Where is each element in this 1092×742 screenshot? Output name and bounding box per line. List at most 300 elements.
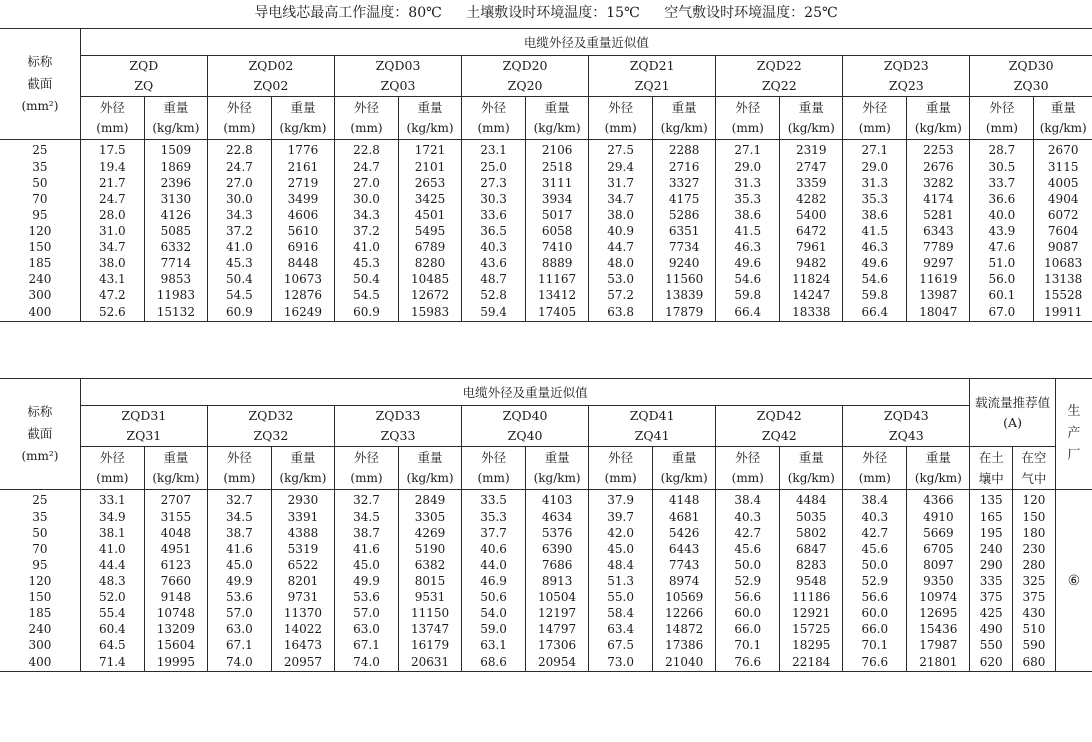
- value-cell: 63.0: [207, 621, 271, 637]
- value-cell: 18338: [780, 303, 843, 322]
- value-cell: 66.0: [716, 621, 780, 637]
- value-cell: 45.3: [334, 255, 398, 271]
- table-row: [0, 271, 1092, 287]
- value-cell: 7604: [1034, 223, 1092, 239]
- value-cell: 38.7: [207, 525, 271, 541]
- value-cell: 15604: [144, 637, 207, 653]
- value-cell: 66.4: [716, 303, 780, 322]
- value-cell: 34.5: [334, 509, 398, 525]
- value-cell: 33.5: [462, 490, 526, 510]
- value-cell: 38.4: [843, 490, 907, 510]
- value-cell: 3425: [399, 191, 462, 207]
- value-cell: 1509: [144, 140, 207, 160]
- value-cell: 76.6: [843, 653, 907, 672]
- value-cell: 3327: [653, 175, 716, 191]
- value-cell: 7686: [526, 557, 589, 573]
- value-cell: 5085: [144, 223, 207, 239]
- model-code-alt: ZQ30: [1013, 78, 1049, 93]
- cross-section-cell: 185: [0, 605, 80, 621]
- value-cell: 45.6: [716, 541, 780, 557]
- value-cell: 54.6: [843, 271, 907, 287]
- value-cell: 56.6: [843, 589, 907, 605]
- value-cell: 27.3: [462, 175, 526, 191]
- value-cell: 4126: [144, 207, 207, 223]
- model-code-alt: ZQ22: [761, 78, 797, 93]
- value-cell: 2849: [399, 490, 462, 510]
- model-code: ZQD02: [248, 58, 294, 73]
- value-cell: 34.7: [80, 239, 144, 255]
- value-cell: 9148: [144, 589, 207, 605]
- value-cell: 1869: [144, 159, 207, 175]
- value-cell: 28.7: [970, 140, 1034, 160]
- value-cell: 43.6: [462, 255, 526, 271]
- value-cell: 2288: [653, 140, 716, 160]
- value-cell: 165: [970, 509, 1013, 525]
- cross-section-cell: 70: [0, 191, 80, 207]
- table-body: [0, 490, 1092, 672]
- section-header: 标称 截面 (mm²): [0, 379, 80, 490]
- value-cell: 4174: [907, 191, 970, 207]
- value-cell: 8974: [653, 573, 716, 589]
- value-cell: 680: [1013, 653, 1056, 672]
- value-cell: 41.0: [80, 541, 144, 557]
- model-group-header: [716, 406, 843, 447]
- value-cell: 2670: [1034, 140, 1092, 160]
- value-cell: 41.0: [334, 239, 398, 255]
- value-cell: 4904: [1034, 191, 1092, 207]
- outer-diameter-header: 外径 (mm): [462, 97, 526, 140]
- table-row: [0, 589, 1092, 605]
- model-code-alt: ZQ21: [634, 78, 670, 93]
- value-cell: 6351: [653, 223, 716, 239]
- value-cell: 52.9: [716, 573, 780, 589]
- value-cell: 34.5: [207, 509, 271, 525]
- model-code: ZQD33: [375, 408, 421, 423]
- value-cell: 14247: [780, 287, 843, 303]
- value-cell: 66.4: [843, 303, 907, 322]
- table-row: [0, 175, 1092, 191]
- table-row: [0, 605, 1092, 621]
- table-row: [0, 287, 1092, 303]
- value-cell: 37.7: [462, 525, 526, 541]
- value-cell: 29.0: [843, 159, 907, 175]
- value-cell: 2396: [144, 175, 207, 191]
- value-cell: 5610: [271, 223, 334, 239]
- table-row: [0, 490, 1092, 510]
- value-cell: 17405: [526, 303, 589, 322]
- soil-temp-note: 土壤敷设时环境温度：15℃: [466, 5, 640, 21]
- value-cell: 8889: [526, 255, 589, 271]
- cross-section-cell: 50: [0, 525, 80, 541]
- value-cell: 3130: [144, 191, 207, 207]
- value-cell: 45.0: [334, 557, 398, 573]
- value-cell: 5400: [780, 207, 843, 223]
- model-code: ZQD40: [502, 408, 548, 423]
- value-cell: 40.9: [589, 223, 653, 239]
- value-cell: 5190: [399, 541, 462, 557]
- value-cell: 11619: [907, 271, 970, 287]
- value-cell: 55.0: [589, 589, 653, 605]
- model-group-header: [334, 406, 461, 447]
- manufacturer-mark: ⑥: [1055, 490, 1092, 672]
- weight-header: 重量 (kg/km): [144, 447, 207, 490]
- model-code-alt: ZQ43: [888, 428, 924, 443]
- value-cell: 4148: [653, 490, 716, 510]
- value-cell: 2101: [399, 159, 462, 175]
- table-row: [0, 653, 1092, 672]
- model-code: ZQD20: [502, 58, 548, 73]
- value-cell: 53.0: [589, 271, 653, 287]
- value-cell: 38.6: [843, 207, 907, 223]
- cross-section-cell: 150: [0, 589, 80, 605]
- value-cell: 36.5: [462, 223, 526, 239]
- value-cell: 51.3: [589, 573, 653, 589]
- value-cell: 4048: [144, 525, 207, 541]
- value-cell: 2319: [780, 140, 843, 160]
- value-cell: 12266: [653, 605, 716, 621]
- value-cell: 52.9: [843, 573, 907, 589]
- model-code-alt: ZQ32: [253, 428, 289, 443]
- model-group-header: [462, 406, 589, 447]
- value-cell: 56.6: [716, 589, 780, 605]
- value-cell: 510: [1013, 621, 1056, 637]
- value-cell: 4951: [144, 541, 207, 557]
- weight-header: 重量 (kg/km): [907, 447, 970, 490]
- value-cell: 15725: [780, 621, 843, 637]
- outer-diameter-header: 外径 (mm): [716, 97, 780, 140]
- table-row: [0, 509, 1092, 525]
- value-cell: 63.8: [589, 303, 653, 322]
- value-cell: 50.4: [207, 271, 271, 287]
- value-cell: 3111: [526, 175, 589, 191]
- value-cell: 27.0: [207, 175, 271, 191]
- weight-header: 重量 (kg/km): [526, 97, 589, 140]
- value-cell: 23.1: [462, 140, 526, 160]
- value-cell: 32.7: [207, 490, 271, 510]
- value-cell: 46.3: [716, 239, 780, 255]
- value-cell: 40.0: [970, 207, 1034, 223]
- value-cell: 27.5: [589, 140, 653, 160]
- value-cell: 49.9: [334, 573, 398, 589]
- value-cell: 50.0: [843, 557, 907, 573]
- value-cell: 3155: [144, 509, 207, 525]
- value-cell: 38.1: [80, 525, 144, 541]
- value-cell: 53.6: [207, 589, 271, 605]
- value-cell: 17987: [907, 637, 970, 653]
- value-cell: 3282: [907, 175, 970, 191]
- cross-section-cell: 400: [0, 653, 80, 672]
- value-cell: 25.0: [462, 159, 526, 175]
- table-row: [0, 159, 1092, 175]
- value-cell: 375: [970, 589, 1013, 605]
- value-cell: 11983: [144, 287, 207, 303]
- weight-header: 重量 (kg/km): [271, 97, 334, 140]
- model-group-header: [970, 56, 1092, 97]
- cross-section-cell: 35: [0, 159, 80, 175]
- value-cell: 70.1: [843, 637, 907, 653]
- value-cell: 46.3: [843, 239, 907, 255]
- value-cell: 19911: [1034, 303, 1092, 322]
- value-cell: 68.6: [462, 653, 526, 672]
- value-cell: 10974: [907, 589, 970, 605]
- table-row: [0, 255, 1092, 271]
- model-code: ZQD23: [883, 58, 929, 73]
- value-cell: 34.3: [207, 207, 271, 223]
- value-cell: 67.1: [334, 637, 398, 653]
- value-cell: 12695: [907, 605, 970, 621]
- value-cell: 12672: [399, 287, 462, 303]
- value-cell: 2518: [526, 159, 589, 175]
- value-cell: 7714: [144, 255, 207, 271]
- value-cell: 180: [1013, 525, 1056, 541]
- value-cell: 59.8: [716, 287, 780, 303]
- value-cell: 48.4: [589, 557, 653, 573]
- value-cell: 13987: [907, 287, 970, 303]
- value-cell: 34.3: [334, 207, 398, 223]
- table-row: [0, 239, 1092, 255]
- value-cell: 53.6: [334, 589, 398, 605]
- outer-diameter-header: 外径 (mm): [80, 447, 144, 490]
- value-cell: 280: [1013, 557, 1056, 573]
- value-cell: 55.4: [80, 605, 144, 621]
- value-cell: 7961: [780, 239, 843, 255]
- value-cell: 14797: [526, 621, 589, 637]
- value-cell: 17306: [526, 637, 589, 653]
- model-group-header: [334, 56, 461, 97]
- value-cell: 57.0: [334, 605, 398, 621]
- value-cell: 4005: [1034, 175, 1092, 191]
- model-code-alt: ZQ: [134, 78, 154, 93]
- value-cell: 44.4: [80, 557, 144, 573]
- value-cell: 8448: [271, 255, 334, 271]
- value-cell: 12921: [780, 605, 843, 621]
- value-cell: 31.3: [843, 175, 907, 191]
- unit-row: [0, 97, 1092, 140]
- value-cell: 50.4: [334, 271, 398, 287]
- value-cell: 27.1: [716, 140, 780, 160]
- value-cell: 425: [970, 605, 1013, 621]
- model-code: ZQD22: [756, 58, 802, 73]
- value-cell: 20631: [399, 653, 462, 672]
- value-cell: 150: [1013, 509, 1056, 525]
- table-row: [0, 191, 1092, 207]
- table-title: 电缆外径及重量近似值: [80, 29, 1092, 56]
- value-cell: 9548: [780, 573, 843, 589]
- value-cell: 6916: [271, 239, 334, 255]
- model-code: ZQD41: [629, 408, 675, 423]
- value-cell: 11167: [526, 271, 589, 287]
- value-cell: 20954: [526, 653, 589, 672]
- value-cell: 3115: [1034, 159, 1092, 175]
- value-cell: 6789: [399, 239, 462, 255]
- value-cell: 41.0: [207, 239, 271, 255]
- value-cell: 15983: [399, 303, 462, 322]
- model-group-header: [843, 56, 970, 97]
- outer-diameter-header: 外径 (mm): [843, 447, 907, 490]
- value-cell: 9297: [907, 255, 970, 271]
- table-row: [0, 140, 1092, 160]
- value-cell: 32.7: [334, 490, 398, 510]
- value-cell: 4910: [907, 509, 970, 525]
- ampacity-header: 载流量推荐值 (A): [970, 379, 1055, 447]
- value-cell: 13839: [653, 287, 716, 303]
- value-cell: 64.5: [80, 637, 144, 653]
- value-cell: 11560: [653, 271, 716, 287]
- value-cell: 335: [970, 573, 1013, 589]
- value-cell: 12876: [271, 287, 334, 303]
- value-cell: 8097: [907, 557, 970, 573]
- cross-section-cell: 50: [0, 175, 80, 191]
- outer-diameter-header: 外径 (mm): [80, 97, 144, 140]
- value-cell: 60.0: [716, 605, 780, 621]
- value-cell: 4484: [780, 490, 843, 510]
- value-cell: 4501: [399, 207, 462, 223]
- value-cell: 16249: [271, 303, 334, 322]
- value-cell: 10748: [144, 605, 207, 621]
- value-cell: 2716: [653, 159, 716, 175]
- value-cell: 48.3: [80, 573, 144, 589]
- value-cell: 2253: [907, 140, 970, 160]
- value-cell: 38.0: [589, 207, 653, 223]
- value-cell: 17.5: [80, 140, 144, 160]
- value-cell: 71.4: [80, 653, 144, 672]
- value-cell: 34.9: [80, 509, 144, 525]
- value-cell: 9853: [144, 271, 207, 287]
- model-code: ZQD: [129, 58, 159, 73]
- value-cell: 6472: [780, 223, 843, 239]
- value-cell: 6847: [780, 541, 843, 557]
- value-cell: 74.0: [334, 653, 398, 672]
- weight-header: 重量 (kg/km): [653, 447, 716, 490]
- value-cell: 7410: [526, 239, 589, 255]
- outer-diameter-header: 外径 (mm): [462, 447, 526, 490]
- value-cell: 120: [1013, 490, 1056, 510]
- table-body: [0, 140, 1092, 322]
- value-cell: 63.1: [462, 637, 526, 653]
- value-cell: 60.1: [970, 287, 1034, 303]
- cross-section-cell: 185: [0, 255, 80, 271]
- value-cell: 21040: [653, 653, 716, 672]
- value-cell: 9087: [1034, 239, 1092, 255]
- value-cell: 195: [970, 525, 1013, 541]
- cross-section-cell: 95: [0, 557, 80, 573]
- value-cell: 38.0: [80, 255, 144, 271]
- value-cell: 15528: [1034, 287, 1092, 303]
- value-cell: 38.6: [716, 207, 780, 223]
- cross-section-cell: 240: [0, 271, 80, 287]
- value-cell: 7743: [653, 557, 716, 573]
- weight-header: 重量 (kg/km): [780, 447, 843, 490]
- model-code: ZQD43: [883, 408, 929, 423]
- value-cell: 56.0: [970, 271, 1034, 287]
- value-cell: 13138: [1034, 271, 1092, 287]
- value-cell: 11186: [780, 589, 843, 605]
- cross-section-cell: 400: [0, 303, 80, 322]
- value-cell: 59.8: [843, 287, 907, 303]
- value-cell: 5669: [907, 525, 970, 541]
- model-code-alt: ZQ31: [126, 428, 162, 443]
- outer-diameter-header: 外径 (mm): [207, 447, 271, 490]
- value-cell: 54.6: [716, 271, 780, 287]
- value-cell: 73.0: [589, 653, 653, 672]
- value-cell: 3305: [399, 509, 462, 525]
- value-cell: 66.0: [843, 621, 907, 637]
- value-cell: 4388: [271, 525, 334, 541]
- value-cell: 57.0: [207, 605, 271, 621]
- value-cell: 13412: [526, 287, 589, 303]
- value-cell: 18295: [780, 637, 843, 653]
- value-cell: 37.9: [589, 490, 653, 510]
- model-code: ZQD32: [248, 408, 294, 423]
- value-cell: 16473: [271, 637, 334, 653]
- value-cell: 41.6: [334, 541, 398, 557]
- value-cell: 2653: [399, 175, 462, 191]
- value-cell: 54.5: [207, 287, 271, 303]
- value-cell: 7660: [144, 573, 207, 589]
- model-group-header: [207, 406, 334, 447]
- value-cell: 375: [1013, 589, 1056, 605]
- value-cell: 49.9: [207, 573, 271, 589]
- value-cell: 35.3: [462, 509, 526, 525]
- weight-header: 重量 (kg/km): [399, 97, 462, 140]
- ampacity-air-header: 在空 气中: [1013, 447, 1056, 490]
- value-cell: 5426: [653, 525, 716, 541]
- value-cell: 5281: [907, 207, 970, 223]
- value-cell: 41.6: [207, 541, 271, 557]
- value-cell: 15132: [144, 303, 207, 322]
- value-cell: 490: [970, 621, 1013, 637]
- value-cell: 74.0: [207, 653, 271, 672]
- value-cell: 54.0: [462, 605, 526, 621]
- outer-diameter-header: 外径 (mm): [843, 97, 907, 140]
- value-cell: 67.0: [970, 303, 1034, 322]
- value-cell: 6332: [144, 239, 207, 255]
- value-cell: 11824: [780, 271, 843, 287]
- table-row: [0, 557, 1092, 573]
- outer-diameter-header: 外径 (mm): [334, 447, 398, 490]
- value-cell: 20957: [271, 653, 334, 672]
- value-cell: 52.0: [80, 589, 144, 605]
- value-cell: 2106: [526, 140, 589, 160]
- value-cell: 24.7: [80, 191, 144, 207]
- value-cell: 620: [970, 653, 1013, 672]
- cross-section-cell: 25: [0, 140, 80, 160]
- value-cell: 6443: [653, 541, 716, 557]
- value-cell: 30.0: [334, 191, 398, 207]
- value-cell: 22.8: [207, 140, 271, 160]
- value-cell: 41.5: [843, 223, 907, 239]
- value-cell: 60.4: [80, 621, 144, 637]
- value-cell: 45.6: [843, 541, 907, 557]
- value-cell: 135: [970, 490, 1013, 510]
- value-cell: 16179: [399, 637, 462, 653]
- model-group-row: [0, 56, 1092, 97]
- value-cell: 27.0: [334, 175, 398, 191]
- table-title: 电缆外径及重量近似值: [80, 379, 970, 406]
- value-cell: 37.2: [207, 223, 271, 239]
- model-group-header: [462, 56, 589, 97]
- cross-section-cell: 240: [0, 621, 80, 637]
- value-cell: 40.3: [716, 509, 780, 525]
- value-cell: 7734: [653, 239, 716, 255]
- outer-diameter-header: 外径 (mm): [334, 97, 398, 140]
- value-cell: 42.7: [716, 525, 780, 541]
- cable-dimension-table-1: [0, 28, 1092, 322]
- value-cell: 1721: [399, 140, 462, 160]
- value-cell: 3391: [271, 509, 334, 525]
- value-cell: 8913: [526, 573, 589, 589]
- value-cell: 67.5: [589, 637, 653, 653]
